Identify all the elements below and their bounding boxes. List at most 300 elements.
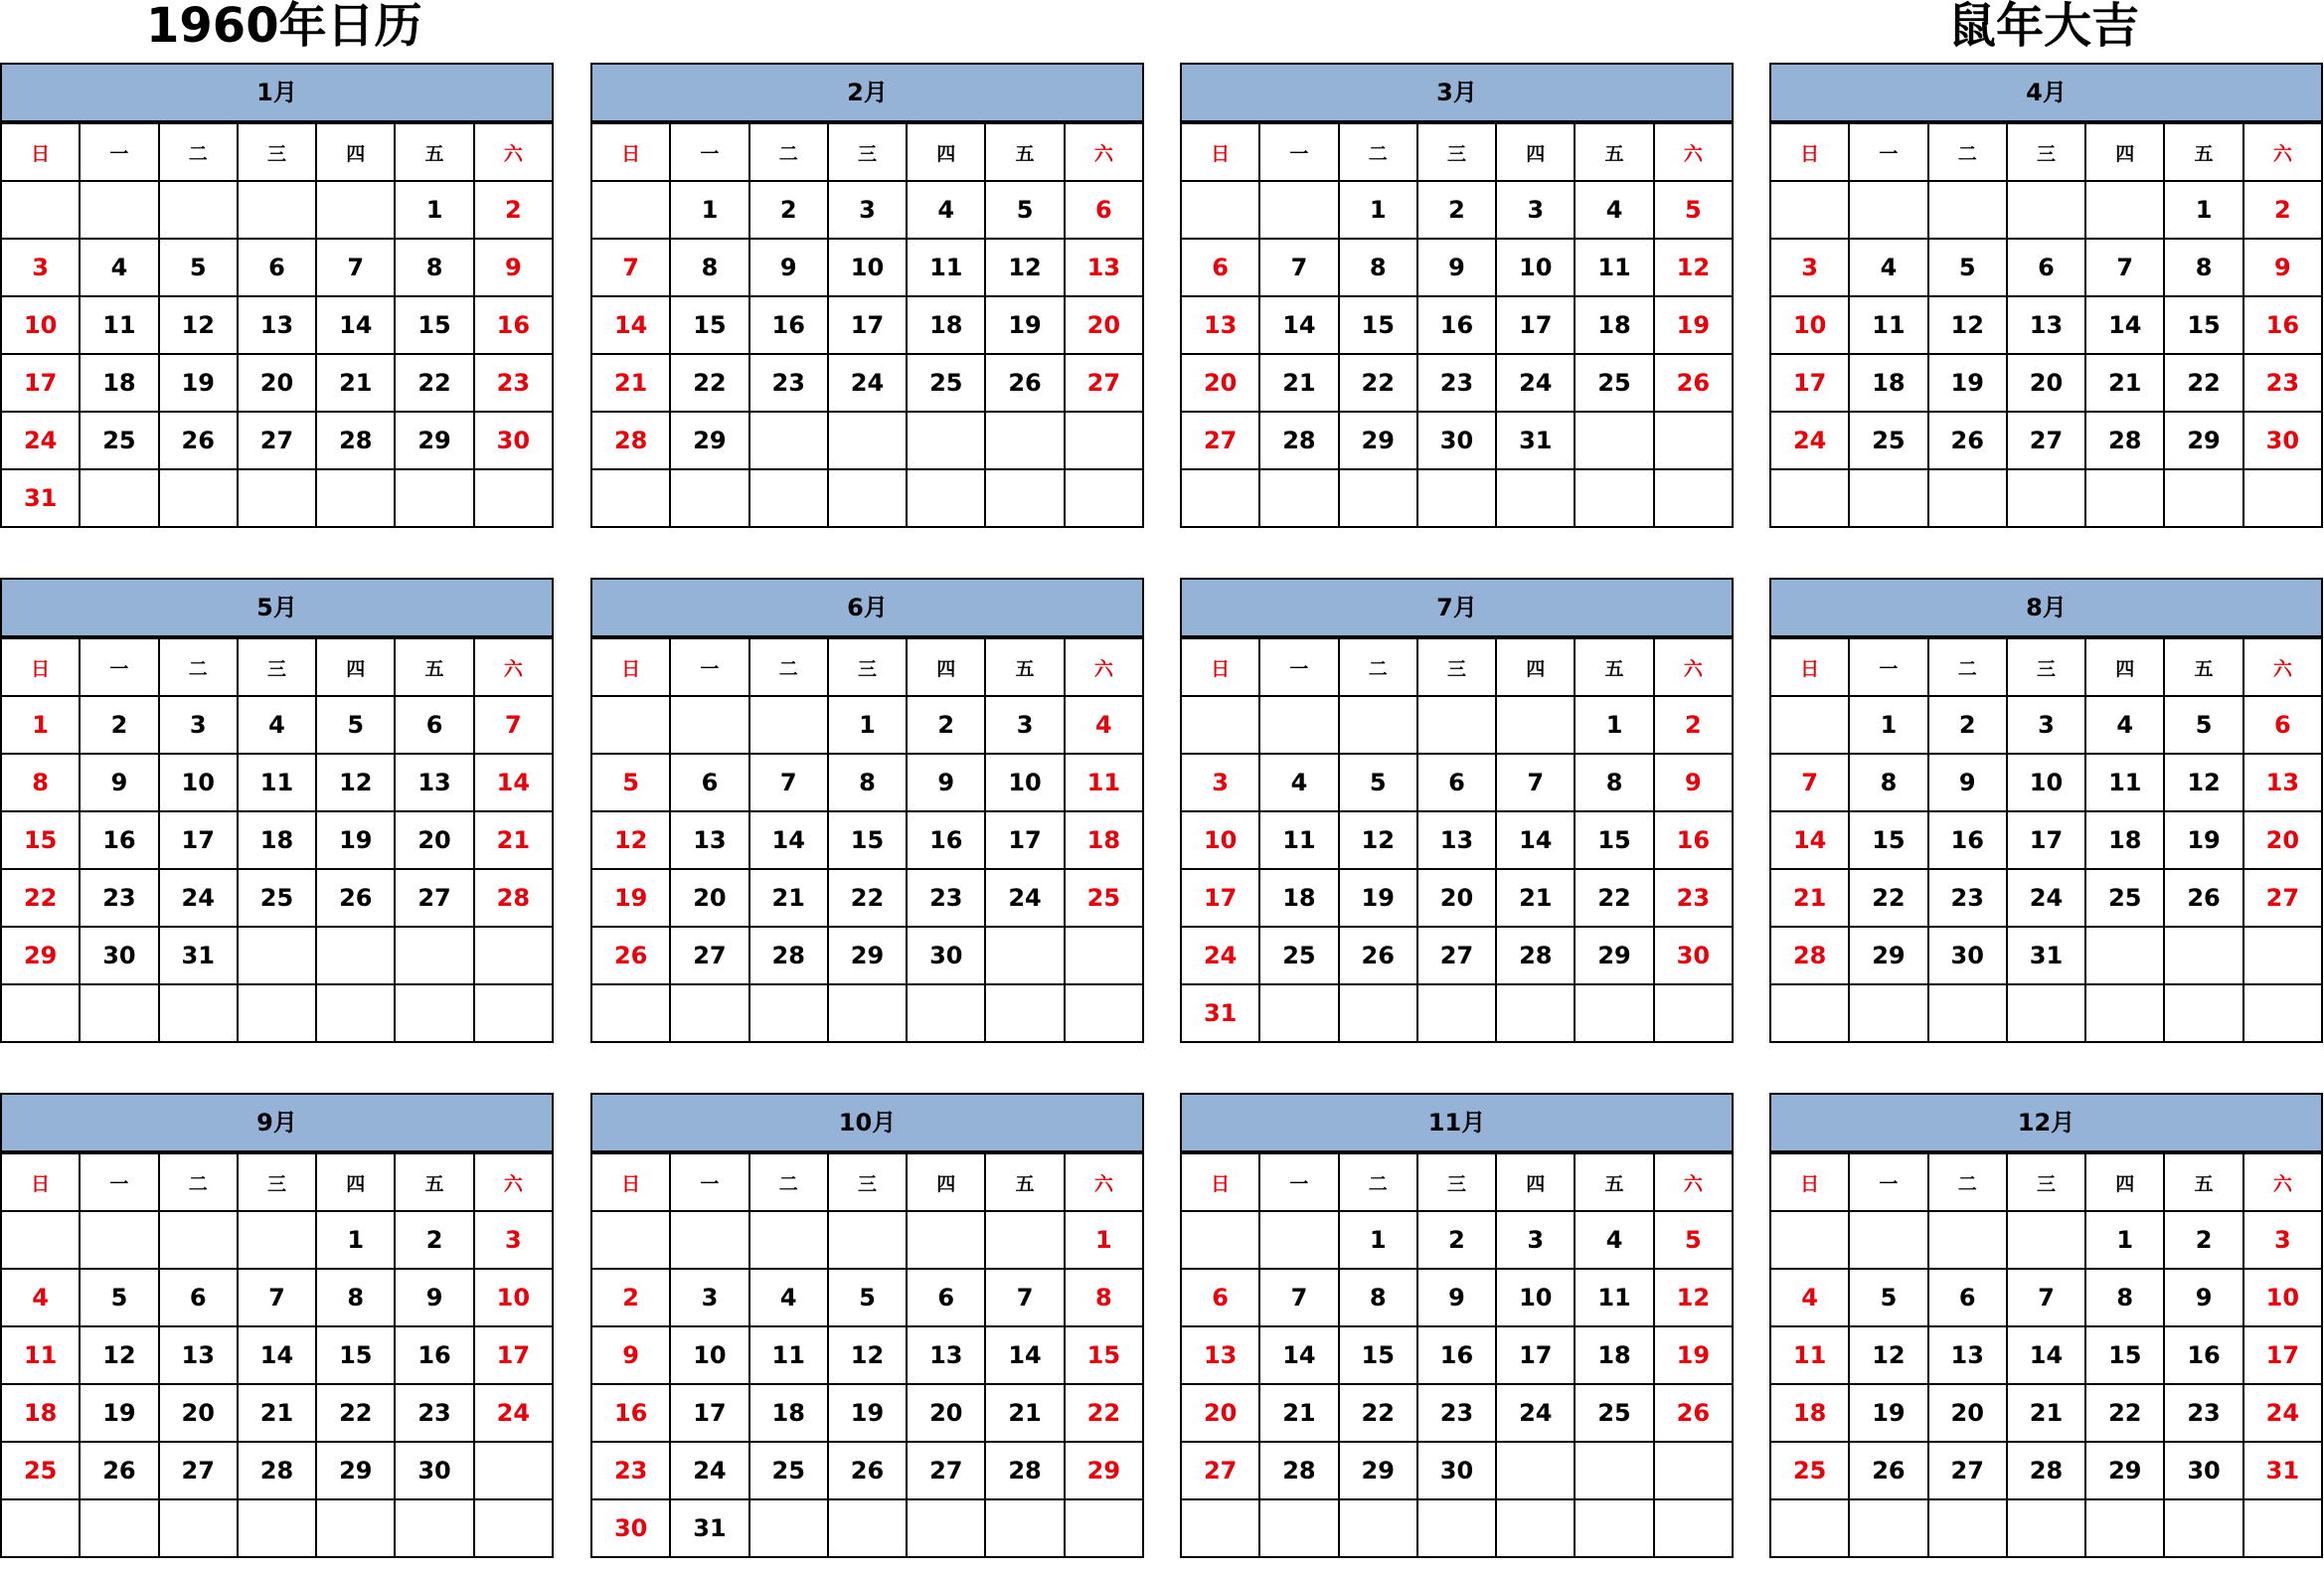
day-cell: 21 <box>591 354 670 412</box>
weekday-label: 三 <box>828 1153 907 1211</box>
empty-cell <box>2164 469 2242 527</box>
day-cell: 12 <box>316 754 395 811</box>
day-cell: 24 <box>1496 1384 1575 1442</box>
day-cell: 2 <box>1928 696 2007 754</box>
week-row <box>591 754 1143 811</box>
day-cell: 29 <box>828 927 907 984</box>
empty-cell <box>1259 469 1338 527</box>
empty-cell <box>2007 1211 2085 1269</box>
day-cell: 10 <box>1496 1269 1575 1326</box>
day-cell: 22 <box>1339 1384 1417 1442</box>
day-cell: 10 <box>474 1269 553 1326</box>
day-cell: 25 <box>2085 869 2164 927</box>
weekday-label: 一 <box>1849 1153 1927 1211</box>
empty-cell <box>1770 696 1849 754</box>
month-4 <box>1769 63 2323 528</box>
weekday-label: 六 <box>1065 638 1143 696</box>
weekday-label: 一 <box>80 1153 158 1211</box>
day-cell: 26 <box>828 1442 907 1499</box>
day-cell: 18 <box>907 296 985 354</box>
day-cell: 10 <box>159 754 238 811</box>
weekday-label: 日 <box>591 123 670 181</box>
day-cell: 14 <box>749 811 828 869</box>
weekday-label: 五 <box>2164 638 2242 696</box>
day-cell: 18 <box>749 1384 828 1442</box>
day-cell: 21 <box>1770 869 1849 927</box>
weekday-label: 五 <box>395 123 473 181</box>
empty-cell <box>1770 1211 1849 1269</box>
weekday-label: 四 <box>1496 638 1575 696</box>
day-cell: 19 <box>2164 811 2242 869</box>
empty-cell <box>1181 181 1259 239</box>
day-cell: 23 <box>1417 1384 1496 1442</box>
day-cell: 26 <box>80 1442 158 1499</box>
day-cell: 12 <box>985 239 1064 296</box>
day-cell: 22 <box>316 1384 395 1442</box>
week-row <box>1 239 553 296</box>
day-cell: 29 <box>2085 1442 2164 1499</box>
empty-cell <box>1496 696 1575 754</box>
empty-cell <box>985 412 1064 469</box>
weekday-label: 日 <box>1181 1153 1259 1211</box>
day-cell: 12 <box>1654 1269 1733 1326</box>
weekday-label: 三 <box>1417 123 1496 181</box>
day-cell: 24 <box>1496 354 1575 412</box>
day-cell: 17 <box>985 811 1064 869</box>
day-cell: 17 <box>474 1326 553 1384</box>
week-row <box>1 1384 553 1442</box>
week-row <box>1770 239 2322 296</box>
day-cell: 13 <box>1417 811 1496 869</box>
day-cell: 7 <box>1770 754 1849 811</box>
weekday-label: 三 <box>238 123 316 181</box>
empty-cell <box>1849 1211 1927 1269</box>
empty-cell <box>907 469 985 527</box>
week-row <box>591 811 1143 869</box>
empty-cell <box>1259 181 1338 239</box>
month-grid <box>1180 122 1734 528</box>
day-cell: 23 <box>395 1384 473 1442</box>
day-cell: 3 <box>159 696 238 754</box>
day-cell: 24 <box>670 1442 748 1499</box>
day-cell: 20 <box>1181 1384 1259 1442</box>
week-row <box>1181 1211 1733 1269</box>
empty-cell <box>1770 181 1849 239</box>
day-cell: 28 <box>1770 927 1849 984</box>
week-row <box>591 927 1143 984</box>
day-cell: 11 <box>749 1326 828 1384</box>
day-cell: 22 <box>1065 1384 1143 1442</box>
month-grid <box>1769 637 2323 1043</box>
empty-cell <box>1417 1499 1496 1557</box>
day-cell: 11 <box>1575 1269 1653 1326</box>
month-header: 2月 <box>590 63 1144 122</box>
day-cell: 3 <box>1181 754 1259 811</box>
day-cell: 21 <box>2085 354 2164 412</box>
day-cell: 7 <box>316 239 395 296</box>
day-cell: 7 <box>1496 754 1575 811</box>
empty-cell <box>1181 469 1259 527</box>
day-cell: 19 <box>591 869 670 927</box>
weekday-label: 四 <box>907 123 985 181</box>
day-cell: 6 <box>2007 239 2085 296</box>
day-cell: 14 <box>1259 296 1338 354</box>
month-header: 1月 <box>0 63 554 122</box>
day-cell: 26 <box>1849 1442 1927 1499</box>
day-cell: 6 <box>1065 181 1143 239</box>
day-cell: 20 <box>2243 811 2322 869</box>
day-cell: 26 <box>1654 354 1733 412</box>
day-cell: 17 <box>1496 296 1575 354</box>
week-row <box>1 1211 553 1269</box>
empty-cell <box>1849 984 1927 1042</box>
weekday-label: 日 <box>591 638 670 696</box>
day-cell: 25 <box>238 869 316 927</box>
weekday-label: 六 <box>2243 1153 2322 1211</box>
weekday-label: 三 <box>238 1153 316 1211</box>
day-cell: 5 <box>80 1269 158 1326</box>
empty-cell <box>316 984 395 1042</box>
week-row <box>1181 239 1733 296</box>
day-cell: 27 <box>1417 927 1496 984</box>
empty-cell <box>1417 696 1496 754</box>
day-cell: 2 <box>591 1269 670 1326</box>
week-row <box>591 296 1143 354</box>
day-cell: 28 <box>2085 412 2164 469</box>
day-cell: 24 <box>474 1384 553 1442</box>
day-cell: 17 <box>670 1384 748 1442</box>
empty-cell <box>1 984 80 1042</box>
empty-cell <box>1339 1499 1417 1557</box>
month-1 <box>0 63 554 528</box>
day-cell: 25 <box>1575 354 1653 412</box>
empty-cell <box>907 1499 985 1557</box>
weekday-label: 三 <box>828 123 907 181</box>
day-cell: 24 <box>159 869 238 927</box>
day-cell: 11 <box>238 754 316 811</box>
day-cell: 5 <box>1654 181 1733 239</box>
empty-cell <box>2243 1499 2322 1557</box>
week-row <box>1181 754 1733 811</box>
week-row <box>1181 869 1733 927</box>
day-cell: 13 <box>238 296 316 354</box>
day-cell: 19 <box>159 354 238 412</box>
day-cell: 10 <box>985 754 1064 811</box>
day-cell: 8 <box>395 239 473 296</box>
day-cell: 31 <box>159 927 238 984</box>
day-cell: 16 <box>2164 1326 2242 1384</box>
day-cell: 2 <box>80 696 158 754</box>
day-cell: 21 <box>2007 1384 2085 1442</box>
weekday-label: 二 <box>1928 123 2007 181</box>
empty-cell <box>670 696 748 754</box>
day-cell: 4 <box>1259 754 1338 811</box>
day-cell: 15 <box>395 296 473 354</box>
empty-cell <box>1 1499 80 1557</box>
day-cell: 21 <box>749 869 828 927</box>
day-cell: 26 <box>1339 927 1417 984</box>
day-cell: 21 <box>316 354 395 412</box>
empty-cell <box>1339 984 1417 1042</box>
empty-cell <box>474 927 553 984</box>
day-cell: 11 <box>1 1326 80 1384</box>
day-cell: 16 <box>1654 811 1733 869</box>
day-cell: 3 <box>1 239 80 296</box>
week-row <box>591 1326 1143 1384</box>
weekday-label: 四 <box>1496 1153 1575 1211</box>
day-cell: 10 <box>1 296 80 354</box>
empty-cell <box>1654 1442 1733 1499</box>
month-grid <box>1769 122 2323 528</box>
day-cell: 9 <box>2164 1269 2242 1326</box>
day-cell: 12 <box>1849 1326 1927 1384</box>
day-cell: 21 <box>238 1384 316 1442</box>
day-cell: 7 <box>985 1269 1064 1326</box>
day-cell: 5 <box>1928 239 2007 296</box>
day-cell: 10 <box>1181 811 1259 869</box>
day-cell: 3 <box>828 181 907 239</box>
day-cell: 1 <box>670 181 748 239</box>
day-cell: 4 <box>2085 696 2164 754</box>
weekday-label: 五 <box>1575 638 1653 696</box>
day-cell: 22 <box>1575 869 1653 927</box>
day-cell: 29 <box>670 412 748 469</box>
weekday-label: 四 <box>316 1153 395 1211</box>
weekday-label: 六 <box>1654 1153 1733 1211</box>
weekday-label: 四 <box>2085 1153 2164 1211</box>
day-cell: 3 <box>1496 1211 1575 1269</box>
day-cell: 29 <box>1849 927 1927 984</box>
day-cell: 30 <box>474 412 553 469</box>
day-cell: 22 <box>2085 1384 2164 1442</box>
day-cell: 26 <box>985 354 1064 412</box>
day-cell: 1 <box>395 181 473 239</box>
day-cell: 16 <box>80 811 158 869</box>
week-row <box>1770 754 2322 811</box>
day-cell: 16 <box>907 811 985 869</box>
day-cell: 21 <box>474 811 553 869</box>
day-cell: 1 <box>1849 696 1927 754</box>
weekday-label: 一 <box>1259 638 1338 696</box>
empty-cell <box>985 1499 1064 1557</box>
empty-cell <box>1849 1499 1927 1557</box>
week-row <box>1 354 553 412</box>
day-cell: 21 <box>1496 869 1575 927</box>
day-cell: 6 <box>670 754 748 811</box>
empty-cell <box>80 469 158 527</box>
day-cell: 6 <box>1928 1269 2007 1326</box>
day-cell: 8 <box>2164 239 2242 296</box>
week-row <box>1181 469 1733 527</box>
day-cell: 27 <box>1181 1442 1259 1499</box>
empty-cell <box>1928 469 2007 527</box>
month-7 <box>1180 578 1734 1043</box>
day-cell: 11 <box>1849 296 1927 354</box>
day-cell: 8 <box>1849 754 1927 811</box>
weekday-label: 二 <box>159 638 238 696</box>
day-cell: 14 <box>1770 811 1849 869</box>
week-row <box>1 1269 553 1326</box>
weekday-label: 日 <box>1 638 80 696</box>
day-cell: 22 <box>1 869 80 927</box>
day-cell: 20 <box>159 1384 238 1442</box>
weekday-label: 六 <box>1654 123 1733 181</box>
day-cell: 9 <box>1928 754 2007 811</box>
empty-cell <box>159 984 238 1042</box>
day-cell: 23 <box>749 354 828 412</box>
day-cell: 26 <box>159 412 238 469</box>
week-row <box>1181 811 1733 869</box>
day-cell: 18 <box>1575 1326 1653 1384</box>
day-cell: 16 <box>474 296 553 354</box>
month-grid <box>590 122 1144 528</box>
empty-cell <box>828 1499 907 1557</box>
week-row <box>1770 1211 2322 1269</box>
day-cell: 18 <box>1575 296 1653 354</box>
day-cell: 5 <box>1339 754 1417 811</box>
day-cell: 1 <box>828 696 907 754</box>
day-cell: 21 <box>1259 354 1338 412</box>
empty-cell <box>1065 927 1143 984</box>
month-grid <box>0 637 554 1043</box>
day-cell: 12 <box>80 1326 158 1384</box>
week-row <box>591 469 1143 527</box>
empty-cell <box>1259 696 1338 754</box>
day-cell: 15 <box>1 811 80 869</box>
empty-cell <box>474 1442 553 1499</box>
day-cell: 25 <box>1575 1384 1653 1442</box>
day-cell: 2 <box>2164 1211 2242 1269</box>
day-cell: 15 <box>2164 296 2242 354</box>
day-cell: 27 <box>395 869 473 927</box>
day-cell: 6 <box>1417 754 1496 811</box>
day-cell: 26 <box>1654 1384 1733 1442</box>
week-row <box>1181 296 1733 354</box>
day-cell: 5 <box>1654 1211 1733 1269</box>
weekday-label: 四 <box>316 123 395 181</box>
week-row <box>1 984 553 1042</box>
day-cell: 24 <box>1181 927 1259 984</box>
empty-cell <box>1065 984 1143 1042</box>
day-cell: 31 <box>670 1499 748 1557</box>
empty-cell <box>2164 927 2242 984</box>
week-row <box>1 927 553 984</box>
empty-cell <box>159 469 238 527</box>
day-cell: 11 <box>2085 754 2164 811</box>
empty-cell <box>1654 412 1733 469</box>
weekday-label: 四 <box>2085 123 2164 181</box>
day-cell: 23 <box>1417 354 1496 412</box>
day-cell: 19 <box>985 296 1064 354</box>
empty-cell <box>670 984 748 1042</box>
week-row <box>1770 811 2322 869</box>
day-cell: 20 <box>238 354 316 412</box>
empty-cell <box>828 412 907 469</box>
day-cell: 1 <box>1065 1211 1143 1269</box>
empty-cell <box>670 469 748 527</box>
week-row <box>1181 412 1733 469</box>
page-subtitle: 鼠年大吉 <box>1948 0 2140 54</box>
day-cell: 4 <box>1575 1211 1653 1269</box>
month-header: 4月 <box>1769 63 2323 122</box>
weekday-label: 三 <box>2007 123 2085 181</box>
empty-cell <box>1928 1211 2007 1269</box>
empty-cell <box>907 412 985 469</box>
empty-cell <box>1065 1499 1143 1557</box>
day-cell: 15 <box>2085 1326 2164 1384</box>
weekday-label: 一 <box>1849 638 1927 696</box>
day-cell: 4 <box>1849 239 1927 296</box>
day-cell: 30 <box>1928 927 2007 984</box>
day-cell: 28 <box>238 1442 316 1499</box>
day-cell: 3 <box>2007 696 2085 754</box>
day-cell: 20 <box>1181 354 1259 412</box>
day-cell: 3 <box>474 1211 553 1269</box>
week-row <box>1181 1499 1733 1557</box>
day-cell: 7 <box>1259 1269 1338 1326</box>
day-cell: 9 <box>591 1326 670 1384</box>
day-cell: 6 <box>395 696 473 754</box>
day-cell: 22 <box>1849 869 1927 927</box>
day-cell: 30 <box>1654 927 1733 984</box>
weekday-label: 三 <box>2007 1153 2085 1211</box>
day-cell: 9 <box>1654 754 1733 811</box>
empty-cell <box>1770 984 1849 1042</box>
empty-cell <box>1575 412 1653 469</box>
month-12 <box>1769 1093 2323 1558</box>
empty-cell <box>1 181 80 239</box>
day-cell: 5 <box>828 1269 907 1326</box>
weekday-label: 五 <box>1575 123 1653 181</box>
day-cell: 3 <box>1770 239 1849 296</box>
month-header: 6月 <box>590 578 1144 637</box>
weekday-label: 六 <box>1654 638 1733 696</box>
week-row <box>591 239 1143 296</box>
month-3 <box>1180 63 1734 528</box>
month-grid <box>1180 1152 1734 1558</box>
day-cell: 27 <box>670 927 748 984</box>
day-cell: 5 <box>2164 696 2242 754</box>
empty-cell <box>1496 469 1575 527</box>
day-cell: 1 <box>1339 1211 1417 1269</box>
day-cell: 4 <box>80 239 158 296</box>
week-row <box>1770 984 2322 1042</box>
month-grid <box>590 1152 1144 1558</box>
week-row <box>591 1384 1143 1442</box>
day-cell: 27 <box>1928 1442 2007 1499</box>
day-cell: 18 <box>2085 811 2164 869</box>
day-cell: 31 <box>1 469 80 527</box>
empty-cell <box>1496 984 1575 1042</box>
week-row <box>1181 1384 1733 1442</box>
day-cell: 7 <box>591 239 670 296</box>
day-cell: 10 <box>2007 754 2085 811</box>
empty-cell <box>80 181 158 239</box>
empty-cell <box>2243 927 2322 984</box>
weekday-label: 四 <box>907 638 985 696</box>
day-cell: 10 <box>828 239 907 296</box>
day-cell: 30 <box>80 927 158 984</box>
day-cell: 28 <box>316 412 395 469</box>
day-cell: 5 <box>316 696 395 754</box>
day-cell: 19 <box>1849 1384 1927 1442</box>
day-cell: 8 <box>1339 1269 1417 1326</box>
month-header: 10月 <box>590 1093 1144 1152</box>
day-cell: 8 <box>1 754 80 811</box>
month-header: 9月 <box>0 1093 554 1152</box>
day-cell: 18 <box>238 811 316 869</box>
week-row <box>1770 696 2322 754</box>
